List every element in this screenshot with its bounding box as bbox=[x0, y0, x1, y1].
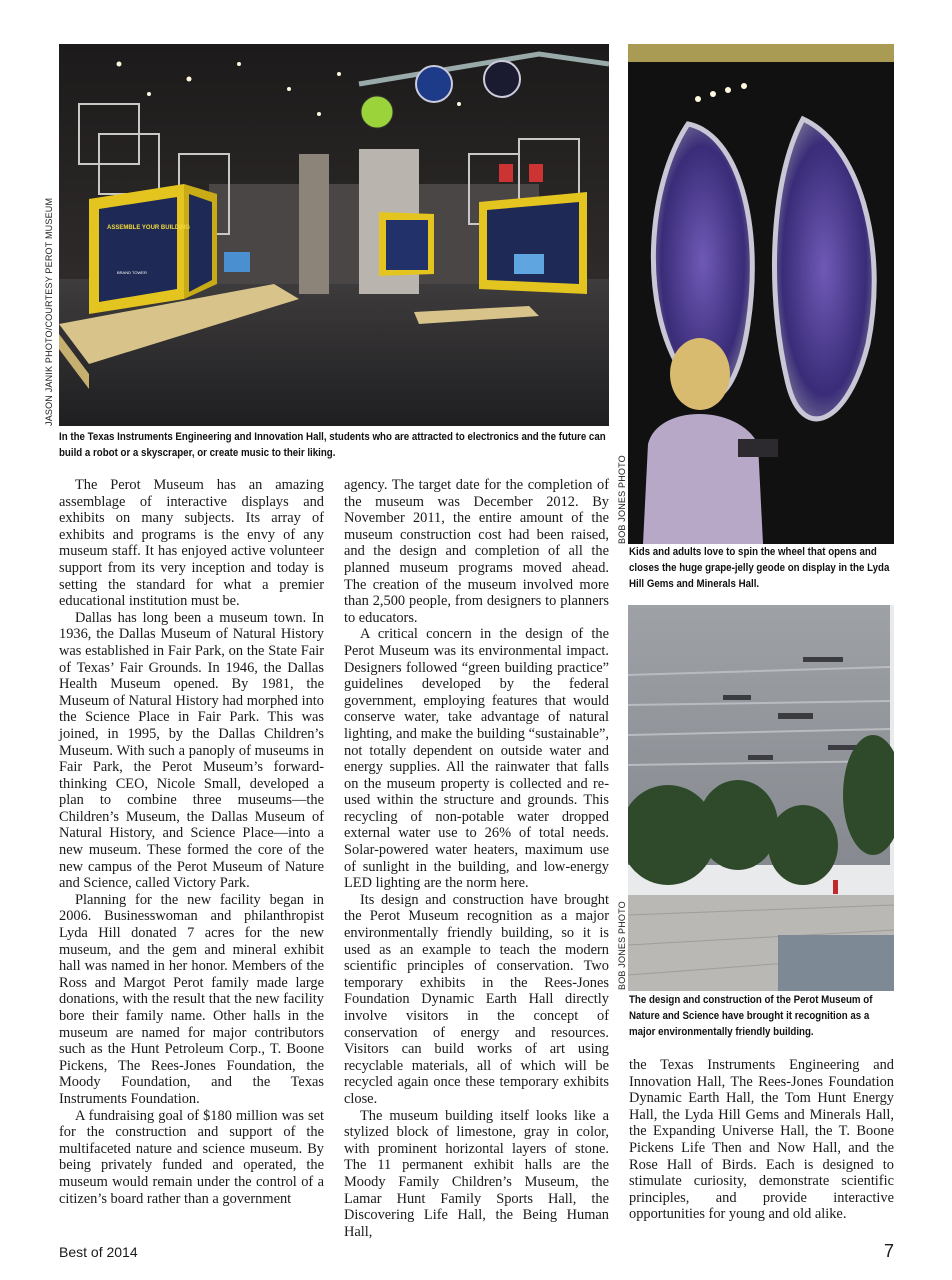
paragraph: A fundraising goal of $180 million was set for the construction and support of the multifaceted nature and science museum. By being privately funded and operated, the museum would remain under the control of a citizen’s board rather than a government bbox=[59, 1107, 324, 1207]
paragraph: The museum building itself looks like a stylized block of limestone, gray in color, with prominent horizontal layers of stone. The 11 permanent exhibit halls are the Moody Family Children’s Museum, the Lamar Hunt Family Sports Hall, the Discovering Life Hall, the Being Human Hall, bbox=[344, 1107, 609, 1240]
paragraph: agency. The target date for the completion of the museum was December 2012. By November 2011, the entire amount of the museum construction cost had been raised, and the design and completion of all the planned museum programs moved ahead. The creation of the museum involved more than 2,500 people, from designers to planners to educators. bbox=[344, 477, 609, 626]
photo-credit-geode: BOB JONES PHOTO bbox=[617, 455, 627, 544]
photo-credit-building: BOB JONES PHOTO bbox=[617, 901, 627, 990]
panel-label: ASSEMBLE YOUR BUILDING bbox=[107, 225, 190, 231]
geode-photo bbox=[628, 44, 894, 544]
publication-name: Best of 2014 bbox=[59, 1244, 138, 1260]
paragraph: the Texas Instruments Engineering and Innovation Hall, The Rees-Jones Foundation Dynamic Earth Hall, the Tom Hunt Energy Hall, the Lyda Hill Gems and Minerals Hall, the Expanding Universe Hall, the T. Boone Pickens Life Then and Now Hall, and the Rose Hall of Birds. Each is designed to stimulate curiosity, demonstrate scientific principles, and provide interactive opportunities for young and old alike. bbox=[629, 1057, 894, 1223]
exhibit-hall-photo bbox=[59, 44, 609, 426]
museum-building-photo bbox=[628, 605, 894, 991]
caption-building: The design and construction of the Perot Museum of Nature and Science have brought it recognition as a major environmentally friendly building. bbox=[629, 994, 873, 1038]
article-column-2 bbox=[344, 477, 609, 1240]
paragraph: The Perot Museum has an amazing assemblage of interactive displays and exhibits on many subjects. Its array of exhibits and programs is the envy of any museum staff. It has enjoyed active volunteer support from its very inception and today is setting the standard for what a premier educational institution must be. bbox=[59, 477, 324, 610]
caption-geode: Kids and adults love to spin the wheel that opens and closes the huge grape-jelly geode on display in the Lyda Hill Gems and Minerals Hall. bbox=[629, 546, 890, 590]
article-column-3 bbox=[629, 1057, 894, 1223]
caption-exhibit-hall: In the Texas Instruments Engineering and Innovation Hall, students who are attracted to electronics and the future can build a robot or a skyscraper, or create music to their liking. bbox=[59, 431, 606, 459]
paragraph: Its design and construction have brought the Perot Museum recognition as a major environmentally friendly building, so it is used as an example to teach the modern scientific principles of conservation. Two temporary exhibits in the Rees-Jones Foundation Dynamic Earth Hall directly involve visitors in the concept of conservation of energy and resources. Visitors can build works of art using recyclable materials, all of which will be recycled again once these temporary exhibits close. bbox=[344, 891, 609, 1107]
page-number: 7 bbox=[883, 1241, 894, 1261]
paragraph: Planning for the new facility began in 2006. Businesswoman and philanthropist Lyda Hill donated 7 acres for the new museum, and the gem and mineral exhibit hall was named in her honor. Members of the Ross and Margot Perot family made large donations, with the result that the new facility bore their family name. Other halls in the museum are named for major contributors such as the Hunt Petroleum Corp., T. Boone Pickens, The Rees-Jones Foundation, the Moody Foundation, and the Texas Instruments Foundation. bbox=[59, 891, 324, 1107]
photo-credit-top: JASON JANIK PHOTO/COURTESY PEROT MUSEUM bbox=[44, 197, 54, 426]
panel-sublabel: BRAND TOWER bbox=[117, 270, 147, 275]
paragraph: Dallas has long been a museum town. In 1936, the Dallas Museum of Natural History was established in Fair Park, on the State Fair of Texas’ Fair Grounds. In 1946, the Dallas Health Museum opened. By 1981, the Museum of Natural History had morphed into the Science Place in Fair Park. This was joined, in 1995, by the Dallas Children’s Museum. With such a panoply of museums in Fair Park, the Perot Museum’s forward-thinking CEO, Nicole Small, developed a plan to combine three museums—the Children’s Museum, the Dallas Museum of Natural History, and Science Place—into a new museum. These formed the core of the new campus of the Perot Museum of Nature and Science, called Victory Park. bbox=[59, 609, 324, 892]
article-column-1 bbox=[59, 477, 324, 1207]
paragraph: A critical concern in the design of the Perot Museum was its environmental impact. Designers followed “green building practice” guidelines developed by the federal government, employing features that would conserve water, take advantage of natural lighting, and make the building “sustainable”, not totally dependent on outside water and energy supplies. All the rainwater that falls on the museum property is collected and re-used within the structure and grounds. This recycling of non-potable water dropped external water use to 26% of total needs. Solar-powered water heaters, maximum use of sunlight in the building, and low-energy LED lighting are the norm here. bbox=[344, 626, 609, 892]
